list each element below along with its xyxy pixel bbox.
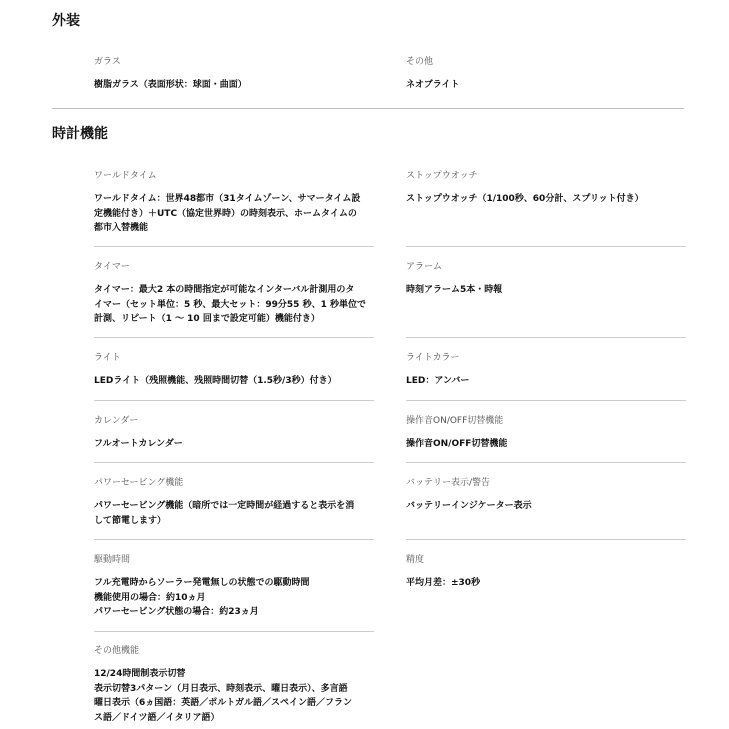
spec-value: 樹脂ガラス（表面形状：球面・曲面） — [94, 80, 247, 90]
spec-value: タイマー：最大2 本の時間指定が可能なインターバル計測用のタ イマー（セット単位：5 秒、最大セット：99分55 秒、1 秒単位で 計測、リピート（1 〜 10 回まで設定可能）機能付き） — [94, 285, 366, 324]
spec-label: ライト — [94, 353, 121, 363]
spec-light-color — [406, 352, 684, 389]
spec-label: その他機能 — [94, 646, 140, 656]
spec-stopwatch — [406, 170, 684, 207]
spec-operating-time — [94, 554, 372, 620]
spec-label: ワールドタイム — [94, 171, 157, 181]
spec-label: ガラス — [94, 57, 121, 67]
spec-value: 時刻アラーム5本・時報 — [406, 285, 503, 295]
spec-label: 駆動時間 — [94, 555, 131, 565]
item-divider — [94, 462, 374, 463]
spec-value: LED：アンバー — [406, 376, 470, 386]
section-divider — [52, 108, 684, 109]
spec-value: フルオートカレンダー — [94, 439, 183, 449]
spec-label: カレンダー — [94, 416, 139, 426]
spec-battery — [406, 477, 684, 514]
spec-value: フル充電時からソーラー発電無しの状態での駆動時間 機能使用の場合：約10ヵ月 パワーセービング状態の場合：約23ヵ月 — [94, 578, 310, 617]
spec-other-functions — [94, 645, 384, 725]
spec-world-time — [94, 170, 372, 236]
spec-value: LEDライト（残照機能、残照時間切替（1.5秒/3秒）付き） — [94, 376, 337, 386]
item-divider — [406, 462, 686, 463]
item-divider — [94, 246, 374, 247]
item-divider — [406, 246, 686, 247]
item-divider — [94, 337, 374, 338]
item-divider — [406, 337, 686, 338]
spec-light — [94, 352, 372, 389]
item-divider — [406, 539, 686, 540]
spec-label: アラーム — [406, 262, 443, 272]
spec-value: ワールドタイム：世界48都市（31タイムゾーン、サマータイム設 定機能付き）＋UTC（協定世界時）の時刻表示、ホームタイムの 都市入替機能 — [94, 194, 361, 233]
item-divider — [406, 400, 686, 401]
spec-timer — [94, 261, 372, 327]
spec-other — [406, 56, 684, 93]
spec-value: 操作音ON/OFF切替機能 — [406, 439, 508, 449]
item-divider — [94, 539, 374, 540]
section-title-exterior: 外装 — [52, 13, 80, 29]
spec-label: ライトカラー — [406, 353, 460, 363]
item-divider — [94, 400, 374, 401]
spec-value: ネオブライト — [406, 80, 460, 90]
spec-label: パワーセービング機能 — [94, 478, 184, 488]
spec-value: 12/24時間制表示切替 表示切替3パターン（月日表示、時刻表示、曜日表示）、多言語 曜日表示（6ヵ国語：英語／ポルトガル語／スペイン語／フラン ス語／ドイツ語／イタリア語） — [94, 669, 352, 723]
spec-value: 平均月差：±30秒 — [406, 578, 481, 588]
spec-label: ストップウオッチ — [406, 171, 478, 181]
spec-accuracy — [406, 554, 684, 591]
spec-calendar — [94, 415, 372, 452]
spec-label: タイマー — [94, 262, 130, 272]
spec-glass — [94, 56, 372, 93]
spec-label: バッテリー表示/警告 — [406, 478, 491, 488]
spec-value: バッテリーインジケーター表示 — [406, 501, 532, 511]
item-divider — [94, 631, 374, 632]
spec-label: 操作音ON/OFF切替機能 — [406, 416, 504, 426]
spec-label: 精度 — [406, 555, 425, 565]
section-title-watch-functions: 時計機能 — [52, 126, 108, 142]
spec-button-tone — [406, 415, 684, 452]
spec-value: ストップウオッチ（1/100秒、60分計、スプリット付き） — [406, 194, 644, 204]
spec-power-saving — [94, 477, 372, 528]
spec-label: その他 — [406, 57, 434, 67]
spec-value: パワーセービング機能（暗所では一定時間が経過すると表示を消 して節電します） — [94, 501, 355, 526]
spec-alarm — [406, 261, 684, 298]
